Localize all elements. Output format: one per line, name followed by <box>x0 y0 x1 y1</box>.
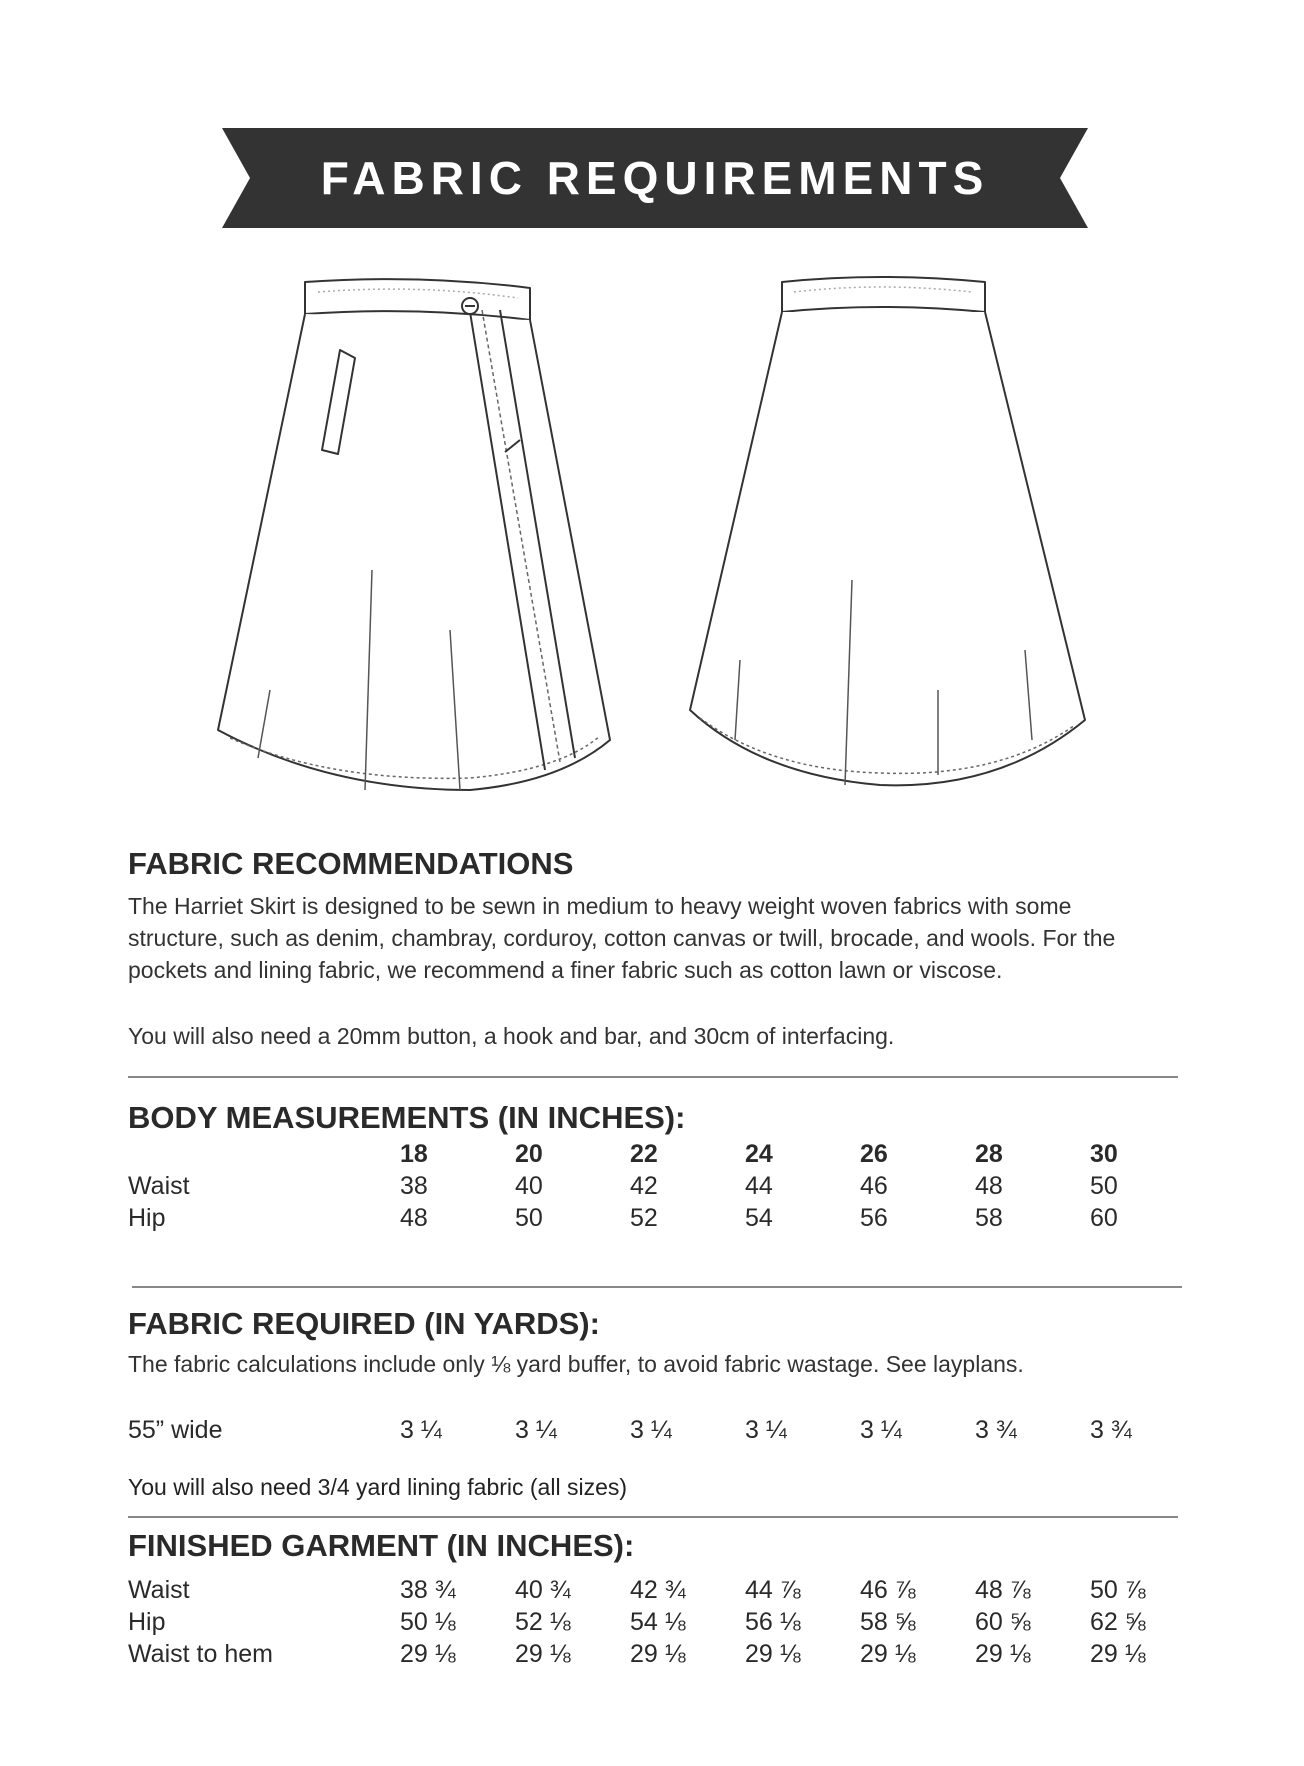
fabric-recommendations-heading: FABRIC RECOMMENDATIONS <box>128 846 574 881</box>
table-cell: 56 <box>860 1204 888 1232</box>
table-row <box>128 1416 1168 1448</box>
divider <box>128 1076 1178 1078</box>
table-row <box>128 1204 1168 1236</box>
table-cell: 58 <box>975 1204 1003 1232</box>
table-cell: 29 ⅛ <box>400 1640 456 1668</box>
table-cell: 3 ¼ <box>400 1416 442 1444</box>
table-cell: 46 <box>860 1172 888 1200</box>
table-cell: 50 <box>515 1204 543 1232</box>
table-cell: 48 <box>975 1172 1003 1200</box>
recommendation-line: pockets and lining fabric, we recommend a finer fabric such as cotton lawn or viscose. <box>128 957 1003 983</box>
table-cell: 29 ⅛ <box>860 1640 916 1668</box>
recommendation-line: The Harriet Skirt is designed to be sewn in medium to heavy weight woven fabrics with some <box>128 893 1072 919</box>
table-cell: 3 ¼ <box>515 1416 557 1444</box>
table-cell: 40 <box>515 1172 543 1200</box>
table-cell: 29 ⅛ <box>745 1640 801 1668</box>
row-label: Waist <box>128 1172 190 1200</box>
row-label: Waist to hem <box>128 1640 273 1668</box>
skirt-back-drawing <box>690 277 1085 785</box>
table-cell: 60 ⅝ <box>975 1608 1031 1636</box>
size-label: 18 <box>400 1140 428 1168</box>
finished-garment-heading: FINISHED GARMENT (IN INCHES): <box>128 1528 635 1563</box>
size-header-row <box>128 1140 1168 1172</box>
table-cell: 60 <box>1090 1204 1118 1232</box>
row-label: 55” wide <box>128 1416 223 1444</box>
table-cell: 38 <box>400 1172 428 1200</box>
table-cell: 54 ⅛ <box>630 1608 686 1636</box>
table-cell: 29 ⅛ <box>515 1640 571 1668</box>
divider <box>128 1516 1178 1518</box>
row-label: Hip <box>128 1204 166 1232</box>
table-cell: 56 ⅛ <box>745 1608 801 1636</box>
table-row <box>128 1576 1168 1608</box>
fabric-required-table <box>128 1416 1168 1450</box>
size-label: 28 <box>975 1140 1003 1168</box>
table-cell: 50 <box>1090 1172 1118 1200</box>
lining-note: You will also need 3/4 yard lining fabric (all sizes) <box>128 1474 628 1500</box>
skirt-technical-drawings <box>0 270 1304 810</box>
notions-text: You will also need a 20mm button, a hook and bar, and 30cm of interfacing. <box>128 1023 895 1049</box>
table-cell: 48 ⅞ <box>975 1576 1031 1604</box>
table-cell: 50 ⅛ <box>400 1608 456 1636</box>
table-cell: 52 <box>630 1204 658 1232</box>
body-measurements-heading: BODY MEASUREMENTS (IN INCHES): <box>128 1100 686 1135</box>
divider <box>132 1286 1182 1288</box>
row-label: Waist <box>128 1576 190 1604</box>
table-cell: 54 <box>745 1204 773 1232</box>
table-row <box>128 1640 1168 1672</box>
table-cell: 58 ⅝ <box>860 1608 916 1636</box>
skirt-front-drawing <box>218 279 610 790</box>
table-cell: 44 ⅞ <box>745 1576 801 1604</box>
table-cell: 29 ⅛ <box>1090 1640 1146 1668</box>
size-label: 26 <box>860 1140 888 1168</box>
table-cell: 29 ⅛ <box>630 1640 686 1668</box>
table-cell: 46 ⅞ <box>860 1576 916 1604</box>
table-cell: 38 ¾ <box>400 1576 456 1604</box>
table-cell: 48 <box>400 1204 428 1232</box>
table-cell: 3 ¾ <box>975 1416 1017 1444</box>
table-cell: 50 ⅞ <box>1090 1576 1146 1604</box>
table-cell: 62 ⅝ <box>1090 1608 1146 1636</box>
size-label: 30 <box>1090 1140 1118 1168</box>
table-row <box>128 1608 1168 1640</box>
table-cell: 3 ¾ <box>1090 1416 1132 1444</box>
table-cell: 3 ¼ <box>860 1416 902 1444</box>
table-cell: 3 ¼ <box>745 1416 787 1444</box>
table-cell: 29 ⅛ <box>975 1640 1031 1668</box>
size-label: 22 <box>630 1140 658 1168</box>
fabric-required-heading: FABRIC REQUIRED (IN YARDS): <box>128 1306 600 1341</box>
table-cell: 42 <box>630 1172 658 1200</box>
page-title: FABRIC REQUIREMENTS <box>320 152 990 204</box>
table-row <box>128 1172 1168 1204</box>
fabric-recommendations-text <box>128 890 1188 986</box>
row-label: Hip <box>128 1608 166 1636</box>
recommendation-line: structure, such as denim, chambray, corduroy, cotton canvas or twill, brocade, and wools. For the <box>128 925 1116 951</box>
table-cell: 42 ¾ <box>630 1576 686 1604</box>
table-cell: 3 ¼ <box>630 1416 672 1444</box>
body-measurements-table <box>128 1140 1168 1240</box>
finished-garment-table <box>128 1576 1168 1676</box>
fabric-required-note: The fabric calculations include only ⅛ yard buffer, to avoid fabric wastage. See layplans. <box>128 1351 1024 1377</box>
title-banner <box>222 128 1088 228</box>
size-label: 24 <box>745 1140 773 1168</box>
table-cell: 52 ⅛ <box>515 1608 571 1636</box>
size-label: 20 <box>515 1140 543 1168</box>
table-cell: 40 ¾ <box>515 1576 571 1604</box>
table-cell: 44 <box>745 1172 773 1200</box>
